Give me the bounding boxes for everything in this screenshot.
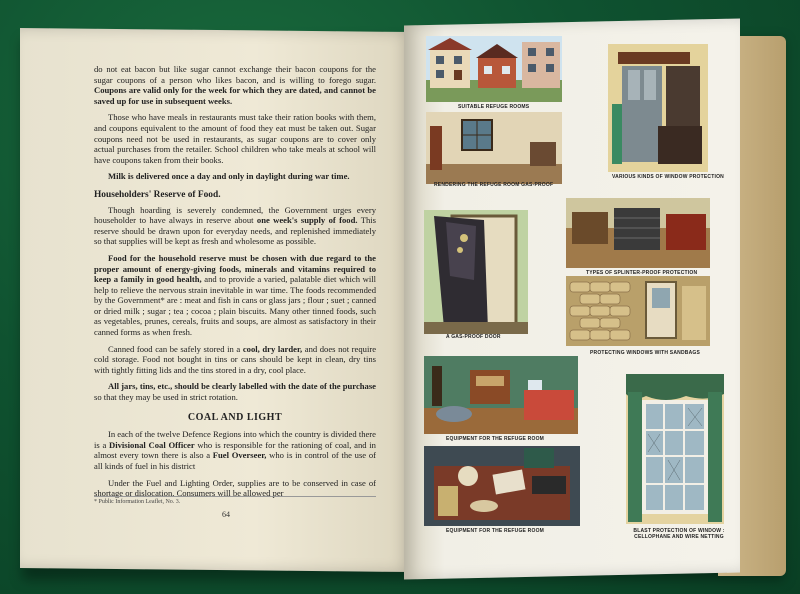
caption-window-protection: VARIOUS KINDS OF WINDOW PROTECTION <box>612 174 724 180</box>
paragraph-coupons: do not eat bacon but like sugar cannot exchange their bacon coupons for the sugar coupons of a person who likes bacon, and is willing to forego sugar. Coupons are valid only for the week for which they are dated, and cannot be saved up for use in subsequent weeks. <box>94 64 376 106</box>
caption-blast-protection: BLAST PROTECTION OF WINDOW : CELLOPHANE AND WIRE NETTING <box>633 528 725 540</box>
caption-suitable-refuge-rooms: SUITABLE REFUGE ROOMS <box>458 104 530 110</box>
plate-window-protection <box>608 44 708 172</box>
page-number: 64 <box>222 510 230 519</box>
paragraph-restaurants: Those who have meals in restaurants must take their ration books with them, and coupons equivalent to the amount of food they eat must be taken out. Sugar coupons need not be used in restaurants, as sugar coupons are to cover only actual purchases from the retailer. School children who take meals at school will have coupons taken from their books. <box>94 112 376 165</box>
footnote: * Public Information Leaflet, No. 3. <box>94 496 376 505</box>
paragraph-labelling: All jars, tins, etc., should be clearly labelled with the date of the purchase so that they may be used in strict rotation. <box>94 381 376 403</box>
plate-suitable-refuge-rooms <box>426 36 562 102</box>
left-page-text <box>94 64 376 505</box>
plate-equipment-1 <box>424 356 578 434</box>
paragraph-food-choice: Food for the household reserve must be chosen with due regard to the proper amount of energy-giving foods, minerals and vitamins required to keep a family in good health, and to provide a varied, palatable diet which will help to relieve the nervous strain inevitable in war time. The foods recommended by the Government* are : meat and fish in cans or glass jars ; flour ; suet ; canned or dried milk ; sugar ; tea ; cocoa ; plain biscuits. Many other tinned foods, such as vegetables, prunes, cereals, fruits and soups, are almost as satisfactory in their canned forms as when fresh. <box>94 252 376 338</box>
plate-gas-proof-door <box>424 210 528 334</box>
paragraph-defence-regions: In each of the twelve Defence Regions into which the country is divided there is a Divisional Coal Officer who is responsible for the rationing of coal, and in almost every town there is also a Fuel Overseer, who is in control of the use of all kinds of fuel in his district <box>94 429 376 471</box>
plate-splinter-proof <box>566 198 710 268</box>
caption-splinter-proof: TYPES OF SPLINTER-PROOF PROTECTION <box>586 270 698 276</box>
plate-equipment-2 <box>424 446 580 526</box>
heading-coal-and-light: COAL AND LIGHT <box>187 411 283 423</box>
plate-sandbags <box>566 276 710 346</box>
caption-sandbags: PROTECTING WINDOWS WITH SANDBAGS <box>590 350 701 356</box>
plate-gas-proofing-room <box>426 112 562 184</box>
caption-equipment-1: EQUIPMENT FOR THE REFUGE ROOM <box>446 436 545 442</box>
paragraph-reserve: Though hoarding is severely condemned, the Government urges every householder to have always in reserve about one week's supply of food. This reserve should be drawn upon for everyday needs, and replenished immediately so that supplies will be kept as fresh and wholesome as possible. <box>94 204 377 247</box>
plate-blast-protection-window <box>626 374 724 524</box>
heading-householders-reserve: Householders' Reserve of Food. <box>94 189 221 200</box>
paragraph-fuel-order: Under the Fuel and Lighting Order, supplies are to be conserved in case of shortage or dislocation. Consumers will be allowed per <box>94 477 376 499</box>
caption-equipment-2: EQUIPMENT FOR THE REFUGE ROOM <box>446 528 545 534</box>
paragraph-milk: Milk is delivered once a day and only in daylight during war time. <box>108 171 350 182</box>
caption-gas-proof-door: A GAS-PROOF DOOR <box>446 334 501 340</box>
caption-gas-proof-room: RENDERING THE REFUGE ROOM GAS-PROOF <box>434 182 554 188</box>
paragraph-canned-food: Canned food can be safely stored in a cool, dry larder, and does not require cold storage. Food not bought in tins or cans should be kept in clean, dry tins with tightly fitting lids and the tins stored in a dry, cool place. <box>94 343 377 375</box>
